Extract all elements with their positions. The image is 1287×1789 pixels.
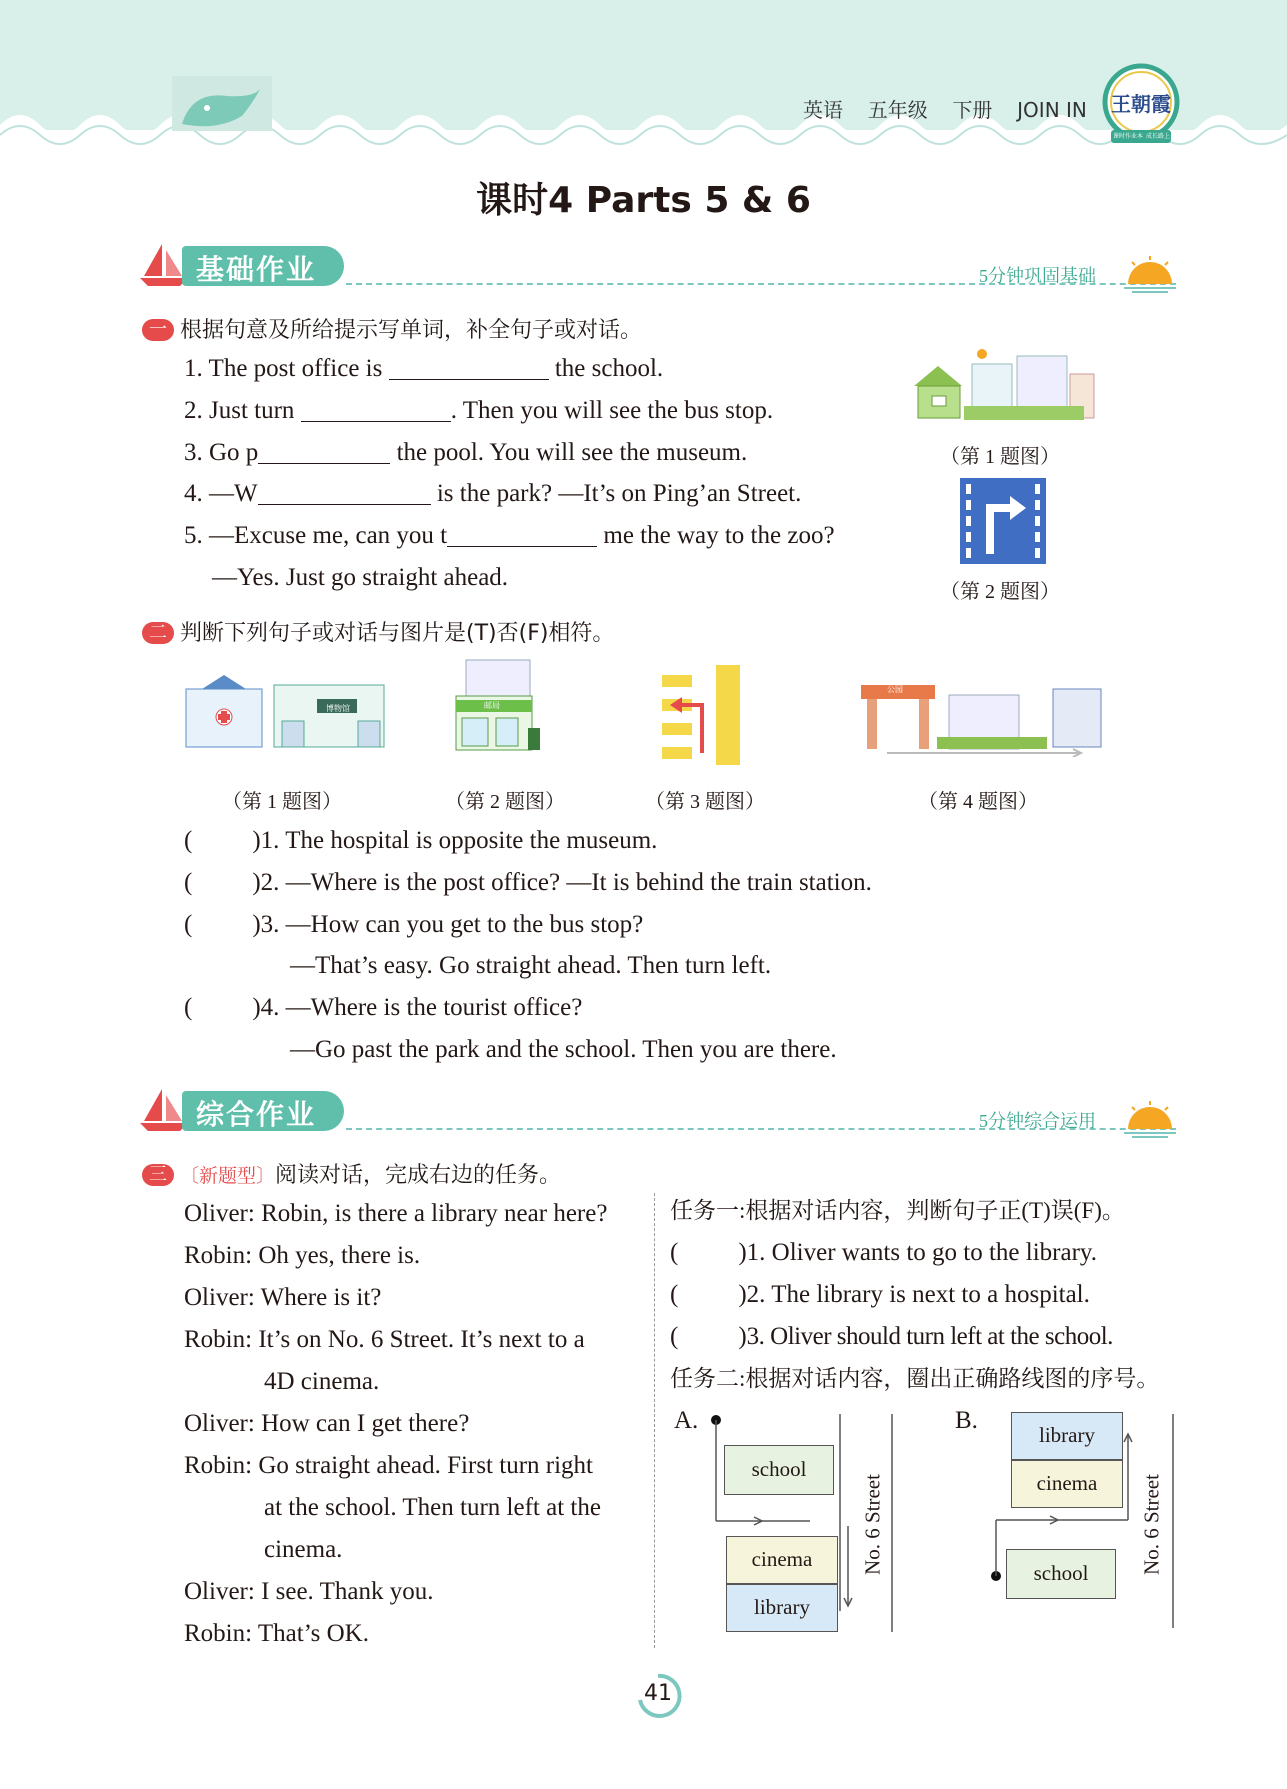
q1-number: 一 bbox=[142, 319, 174, 341]
section2-tag: 5分钟综合运用 bbox=[979, 1111, 1096, 1131]
q1-line-4: 4. —W is the park? —It’s on Ping’an Street. bbox=[184, 480, 802, 507]
q2-picture-3-turn-left bbox=[658, 665, 744, 765]
column-divider bbox=[654, 1193, 655, 1648]
q2-item-3-reply: —That’s easy. Go straight ahead. Then turn left. bbox=[290, 952, 772, 979]
sun-icon bbox=[1120, 254, 1180, 294]
section1-tag: 5分钟巩固基础 bbox=[979, 266, 1096, 286]
q2-picture-1 bbox=[182, 675, 392, 753]
logo-small-right: 成长路上 bbox=[1146, 133, 1171, 140]
dialogue-line: Oliver: I see. Thank you. bbox=[184, 1578, 434, 1605]
dialogue-line: Oliver: How can I get there? bbox=[184, 1410, 470, 1437]
answer-blank[interactable] bbox=[389, 357, 549, 380]
dialogue-line: Robin: Go straight ahead. First turn right bbox=[184, 1452, 593, 1479]
section2-title: 综合作业 bbox=[196, 1098, 317, 1131]
brand-logo bbox=[1101, 60, 1181, 146]
answer-blank[interactable] bbox=[258, 482, 431, 505]
sun-icon bbox=[1120, 1099, 1180, 1139]
task1-item-1: ( )1. Oliver wants to go to the library. bbox=[670, 1239, 1098, 1266]
logo-small-left: 课时作业本 bbox=[1113, 133, 1144, 140]
q1-line-3: 3. Go p the pool. You will see the museum. bbox=[184, 439, 748, 466]
dialogue-line: Oliver: Robin, is there a library near here? bbox=[184, 1200, 608, 1227]
q2-museum-sign: 博物馆 bbox=[326, 704, 350, 713]
task1-item-3: ( )3. Oliver should turn left at the school. bbox=[670, 1323, 1113, 1350]
q3-number: 三 bbox=[142, 1164, 174, 1186]
map-a-top-box: school bbox=[724, 1445, 834, 1495]
q2-caption-1: （第 1 题图） bbox=[222, 791, 342, 813]
q2-item-2: ( )2. —Where is the post office? —It is behind the train station. bbox=[184, 869, 872, 896]
answer-blank[interactable] bbox=[447, 524, 597, 547]
q2-instruction-text: 判断下列句子或对话与图片是(T)否(F)相符。 bbox=[180, 621, 615, 646]
dialogue-line: Oliver: Where is it? bbox=[184, 1284, 382, 1311]
map-a-mid-box: cinema bbox=[726, 1536, 838, 1584]
q1-caption-1: （第 1 题图） bbox=[940, 446, 1060, 468]
q2-post-sign: 邮局 bbox=[484, 701, 500, 710]
dialogue-line: cinema. bbox=[264, 1536, 343, 1563]
q1-picture-2-turn-right-sign bbox=[960, 478, 1046, 564]
q2-caption-3: （第 3 题图） bbox=[645, 791, 765, 813]
logo-text: 王朝霞 bbox=[1111, 94, 1171, 116]
section1-title: 基础作业 bbox=[196, 253, 317, 286]
map-b-mid-box: cinema bbox=[1011, 1460, 1123, 1508]
q1-line-5: 5. —Excuse me, can you t me the way to the zoo? bbox=[184, 522, 835, 549]
page-number: 41 bbox=[644, 1681, 672, 1706]
q2-item-4: ( )4. —Where is the tourist office? bbox=[184, 994, 583, 1021]
whale-icon bbox=[172, 76, 272, 131]
q1-picture-1 bbox=[912, 346, 1098, 428]
volume-label: 下册 bbox=[952, 98, 993, 122]
q1-line-6: —Yes. Just go straight ahead. bbox=[212, 564, 509, 591]
grade-label: 五年级 bbox=[867, 98, 928, 122]
dialogue-line: Robin: That’s OK. bbox=[184, 1620, 369, 1647]
dialogue-line: Robin: It’s on No. 6 Street. It’s next to a bbox=[184, 1326, 585, 1353]
q2-caption-2: （第 2 题图） bbox=[445, 791, 565, 813]
q2-park-sign: 公园 bbox=[887, 685, 903, 694]
subject-label: 英语 bbox=[803, 98, 843, 122]
task1-title: 任务一:根据对话内容，判断句子正(T)误(F)。 bbox=[670, 1198, 1125, 1223]
answer-blank[interactable] bbox=[258, 441, 390, 464]
q3-new-type: 〔新题型〕 bbox=[180, 1165, 276, 1187]
map-b-street-label: No. 6 Street bbox=[1139, 1474, 1164, 1575]
lesson-title: 课时4 Parts 5 & 6 bbox=[476, 180, 811, 221]
map-a-bottom-box: library bbox=[726, 1584, 838, 1632]
q1-instruction-text: 根据句意及所给提示写单词，补全句子或对话。 bbox=[180, 318, 643, 343]
q2-item-1: ( )1. The hospital is opposite the museum. bbox=[184, 827, 658, 854]
header-meta bbox=[803, 94, 1087, 123]
task2-title: 任务二:根据对话内容，圈出正确路线图的序号。 bbox=[670, 1366, 1160, 1391]
q2-item-4-reply: —Go past the park and the school. Then you are there. bbox=[290, 1036, 837, 1063]
q2-caption-4: （第 4 题图） bbox=[918, 791, 1038, 813]
q2-number: 二 bbox=[142, 622, 174, 644]
q3-instruction-text: 阅读对话，完成右边的任务。 bbox=[275, 1163, 562, 1188]
q2-item-3: ( )3. —How can you get to the bus stop? bbox=[184, 911, 644, 938]
map-b-label[interactable]: B. bbox=[955, 1407, 978, 1434]
answer-blank[interactable] bbox=[301, 399, 451, 422]
map-a-street-label: No. 6 Street bbox=[860, 1474, 885, 1575]
dialogue-line: at the school. Then turn left at the bbox=[264, 1494, 601, 1521]
task1-item-2: ( )2. The library is next to a hospital. bbox=[670, 1281, 1090, 1308]
edition-label: JOIN IN bbox=[1017, 98, 1087, 122]
dialogue-line: 4D cinema. bbox=[264, 1368, 380, 1395]
q2-instruction bbox=[142, 616, 614, 647]
q1-line-2: 2. Just turn . Then you will see the bus stop. bbox=[184, 397, 774, 424]
map-b-top-box: library bbox=[1011, 1412, 1123, 1460]
map-a-label[interactable]: A. bbox=[674, 1407, 699, 1434]
map-b-bottom-box: school bbox=[1006, 1549, 1116, 1599]
q1-line-1: 1. The post office is the school. bbox=[184, 355, 664, 382]
q1-instruction bbox=[142, 313, 642, 344]
q3-instruction bbox=[142, 1158, 561, 1189]
q1-caption-2: （第 2 题图） bbox=[940, 581, 1060, 603]
dialogue-line: Robin: Oh yes, there is. bbox=[184, 1242, 421, 1269]
